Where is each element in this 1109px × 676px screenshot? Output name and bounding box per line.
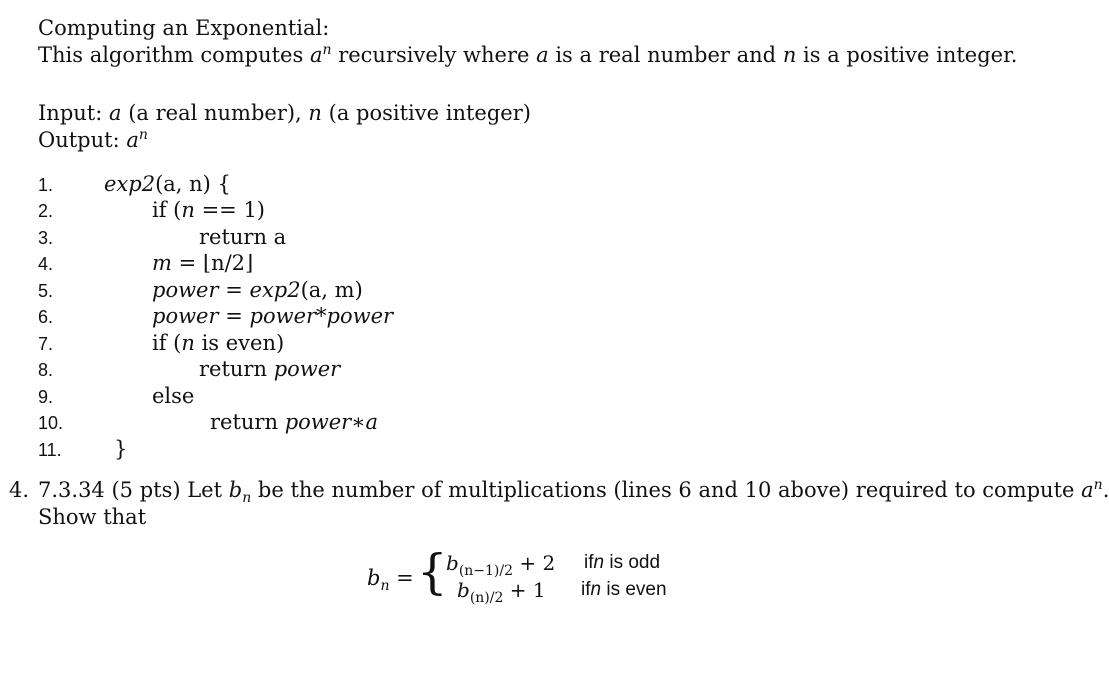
var-a-sup: n — [1093, 477, 1103, 493]
desc-suffix: is a positive integer. — [803, 43, 1018, 67]
return-keyword: return — [210, 410, 278, 434]
line-number: 11. — [38, 440, 62, 460]
line-number: 10. — [38, 413, 64, 433]
output-label: Output: — [38, 128, 120, 152]
case-1-value — [446, 551, 556, 579]
var-power: power — [152, 304, 219, 328]
desc-var-a: a — [536, 43, 549, 67]
code-line-2 — [152, 200, 265, 221]
case-1-b: b — [446, 551, 459, 575]
lhs-equals: = — [396, 566, 414, 590]
var-n: n — [181, 198, 195, 222]
case-1-rest: is odd — [609, 552, 661, 573]
desc-mid2: is a real number and — [555, 43, 777, 67]
return-keyword: return — [199, 357, 267, 381]
product-expr: power∗a — [284, 410, 379, 434]
case-2-if: if — [581, 579, 591, 600]
line-number: 3. — [38, 228, 54, 248]
code-line-10 — [210, 412, 378, 433]
condition: is even) — [201, 331, 285, 355]
call-args: (a, m) — [300, 278, 363, 302]
case-1-condition — [584, 553, 660, 572]
problem-text — [38, 477, 1109, 506]
desc-n-sup: n — [322, 42, 332, 58]
equals: = — [225, 304, 243, 328]
code-line-1 — [104, 174, 231, 195]
lhs-b: b — [367, 566, 381, 590]
line-number: 7. — [38, 334, 54, 354]
page-title: Computing an Exponential: — [38, 16, 330, 40]
line-number: 6. — [38, 307, 54, 327]
code-line-6 — [152, 306, 393, 327]
code-line-11: } — [114, 437, 128, 461]
input-a-desc: (a real number), — [128, 101, 302, 125]
recurrence-lhs — [367, 566, 414, 594]
code-line-7 — [152, 333, 284, 354]
case-2-value — [457, 578, 546, 606]
case-1-n: n — [593, 552, 605, 573]
line-number: 5. — [38, 281, 54, 301]
case-1-sub: (n−1)/2 — [458, 563, 514, 579]
case-2-condition — [581, 580, 667, 599]
line-number: 2. — [38, 201, 54, 221]
var-a: a — [1081, 478, 1094, 502]
desc-mid1: recursively where — [338, 43, 530, 67]
case-1-plus: + 2 — [519, 551, 556, 575]
code-line-3: return a — [199, 225, 287, 249]
line-number: 8. — [38, 360, 54, 380]
var-b-sub: n — [242, 490, 252, 506]
period: . — [1102, 478, 1109, 502]
cases-brace: { — [417, 544, 448, 600]
output-a: a — [126, 128, 139, 152]
line-number: 9. — [38, 387, 54, 407]
condition: == 1) — [201, 198, 265, 222]
problem-number: 4. — [9, 478, 30, 502]
input-a: a — [109, 101, 122, 125]
case-2-b: b — [457, 578, 470, 602]
problem-mid: be the number of multiplications (lines 6 and 10 above) required to compute — [257, 478, 1075, 502]
square-expr: power*power — [249, 304, 394, 328]
line-number: 1. — [38, 175, 54, 195]
desc-var-n: n — [782, 43, 797, 67]
problem-prefix: 7.3.34 (5 pts) Let — [38, 478, 223, 502]
function-args: (a, n) { — [155, 172, 231, 196]
var-power: power — [273, 357, 341, 381]
case-1-if: if — [584, 552, 594, 573]
code-line-4 — [152, 253, 253, 274]
desc-prefix: This algorithm computes — [38, 43, 304, 67]
if-keyword: if ( — [152, 198, 182, 222]
var-n: n — [181, 331, 195, 355]
input-n-desc: (a positive integer) — [328, 101, 531, 125]
var-m: m — [152, 251, 172, 275]
input-line — [38, 103, 531, 124]
var-b: b — [228, 478, 243, 502]
if-keyword: if ( — [152, 331, 182, 355]
var-power: power — [152, 278, 219, 302]
case-2-sub: (n)/2 — [469, 590, 504, 606]
case-2-n: n — [590, 579, 602, 600]
case-2-plus: + 1 — [509, 578, 546, 602]
code-line-8 — [199, 359, 340, 380]
code-line-9: else — [152, 384, 195, 408]
line-number: 4. — [38, 254, 54, 274]
description — [38, 42, 1018, 67]
case-2-rest: is even — [606, 579, 667, 600]
floor-expr: = ⌊n/2⌋ — [178, 251, 254, 275]
code-line-5 — [152, 280, 363, 301]
function-name: exp2 — [104, 172, 156, 196]
lhs-sub: n — [380, 578, 390, 594]
problem-line2: Show that — [38, 505, 147, 529]
recursive-call: exp2 — [249, 278, 301, 302]
equals: = — [225, 278, 243, 302]
output-sup: n — [138, 127, 148, 143]
input-label: Input: — [38, 101, 103, 125]
input-n: n — [308, 101, 322, 125]
desc-a: a — [309, 43, 323, 67]
output-line — [38, 127, 148, 152]
